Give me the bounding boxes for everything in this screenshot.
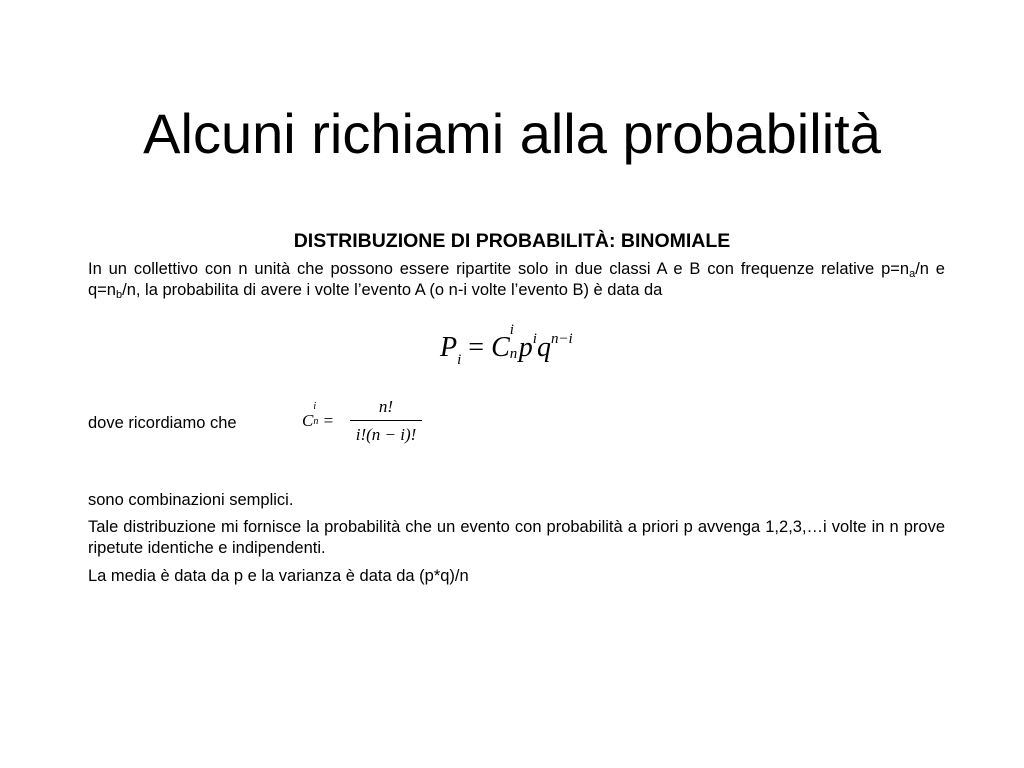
combination-lhs: C i n = [302,401,334,430]
formula-q: q [536,332,551,363]
intro-paragraph [88,259,945,301]
slide-title: Alcuni richiami alla probabilità [143,102,881,165]
intro-text-1: In un collettivo con n unità che possono essere ripartite solo in due classi A e B con frequenze relative p=n [88,260,910,278]
fraction-bar [350,420,422,421]
formula-C: C [491,332,510,363]
intro-text-3: /n, la probabilita di avere i volte l’evento A (o n-i volte l’evento B) è data da [122,281,663,299]
formula-equals: = [461,332,492,363]
section-subtitle: DISTRIBUZIONE DI PROBABILITÀ: BINOMIALE [293,230,731,252]
comb-denominator-text: i!(n − i)! [355,425,417,444]
comb-equals: = [319,411,334,430]
subscript-a: a [909,268,916,280]
binomial-formula: $P_i = C$ i n $p^iq^{n-i}$ [440,322,573,368]
combination-numerator [350,397,422,417]
mean-variance-paragraph: La media è data da p e la varianza è data da (p*q)/n [88,567,469,585]
combinations-note: sono combinazioni semplici. [88,491,294,509]
formula-P-sub: i [457,352,462,368]
intro-text-2: /n e q=n [88,260,945,299]
subscript-b: b [116,289,123,301]
distribution-paragraph: Tale distribuzione mi fornisce la probabilità che un evento con probabilità a priori p avvenga 1,2,3,…i volte in n prove ripetute identiche e indipendenti. [88,518,945,557]
combination-denominator [350,425,422,445]
formula-p-sup: i [532,331,537,347]
formula-q-sup: n−i [550,331,573,347]
combination-formula [302,394,432,454]
comb-numerator-text: n! [378,397,394,416]
formula-p: p [518,332,533,363]
comb-C: C [302,411,314,430]
where-label: dove ricordiamo che [88,414,237,432]
formula-P: P [440,332,458,363]
